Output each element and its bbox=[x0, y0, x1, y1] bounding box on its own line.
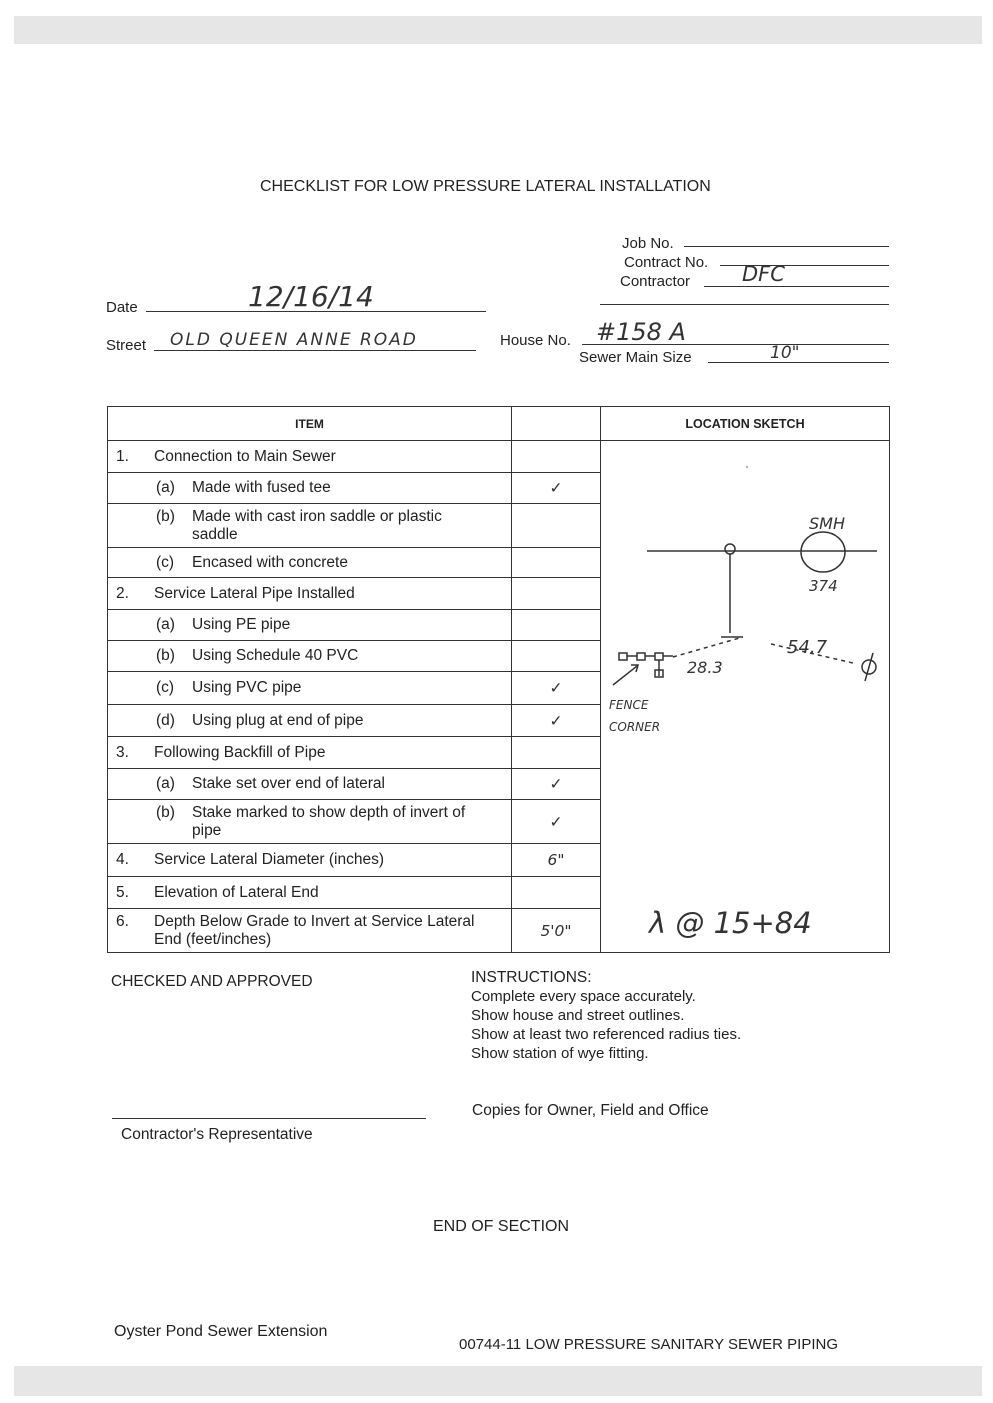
checklist-row bbox=[108, 578, 512, 610]
check-cell[interactable]: ✓ bbox=[512, 705, 601, 737]
row-text: Using plug at end of pipe bbox=[192, 711, 364, 729]
sewer-main-label: Sewer Main Size bbox=[579, 349, 692, 366]
checked-approved: CHECKED AND APPROVED bbox=[111, 973, 313, 990]
instruction-item: Show at least two referenced radius ties. bbox=[471, 1026, 742, 1043]
date-field[interactable]: 12/16/14 bbox=[248, 280, 374, 313]
manhole-circle bbox=[801, 532, 845, 572]
row-sub: (a) bbox=[156, 616, 175, 633]
check-cell[interactable] bbox=[512, 877, 601, 909]
row-text: Made with fused tee bbox=[192, 479, 331, 496]
row-text: Using Schedule 40 PVC bbox=[192, 647, 359, 664]
section-title: 00744-11 LOW PRESSURE SANITARY SEWER PIPING bbox=[459, 1336, 839, 1349]
job-no-label: Job No. bbox=[622, 235, 674, 252]
house-no-label: House No. bbox=[500, 332, 571, 349]
checklist-row bbox=[108, 672, 512, 705]
contractor-line bbox=[704, 286, 889, 287]
check-header bbox=[512, 407, 601, 441]
row-number: 2. bbox=[116, 584, 129, 602]
wye-station: λ @ 15+84 bbox=[649, 906, 812, 940]
row-text: Depth Below Grade to Invert at Service Lateral End (feet/inches) bbox=[154, 912, 475, 948]
scan-top-bar bbox=[14, 16, 982, 44]
fence-post bbox=[637, 653, 645, 660]
instruction-item: Complete every space accurately. bbox=[471, 988, 696, 1005]
tie-short-label: 28.3 bbox=[687, 658, 723, 677]
rep-label: Contractor's Representative bbox=[121, 1126, 313, 1143]
row-number: 6. bbox=[116, 912, 129, 930]
check-cell[interactable] bbox=[512, 610, 601, 641]
check-cell[interactable]: ✓ bbox=[512, 672, 601, 705]
contractor-field[interactable]: DFC bbox=[742, 262, 785, 286]
row-sub: (b) bbox=[156, 803, 175, 821]
end-of-section: END OF SECTION bbox=[433, 1218, 570, 1235]
checklist-row bbox=[108, 844, 512, 877]
contractor-label: Contractor bbox=[620, 273, 691, 290]
checklist-row bbox=[108, 441, 512, 473]
check-cell[interactable] bbox=[512, 548, 601, 578]
row-text: Encased with concrete bbox=[192, 553, 348, 571]
page-title: CHECKLIST FOR LOW PRESSURE LATERAL INSTALLATION bbox=[260, 178, 711, 195]
instructions bbox=[471, 968, 741, 1063]
check-cell[interactable]: ✓ bbox=[512, 473, 601, 504]
row-text: Using PVC pipe bbox=[192, 679, 302, 696]
street-label: Street bbox=[106, 337, 147, 354]
checklist-row bbox=[108, 800, 512, 844]
fence-label-1: FENCE bbox=[609, 698, 649, 712]
fence-arrow bbox=[613, 666, 637, 685]
tie-long-label: 54.7 bbox=[787, 637, 828, 658]
copies-note: Copies for Owner, Field and Office bbox=[472, 1102, 709, 1119]
check-cell[interactable]: 5'0" bbox=[512, 909, 601, 953]
row-number: 4. bbox=[116, 851, 129, 868]
fence-post bbox=[619, 653, 627, 660]
signature-line[interactable] bbox=[112, 1118, 426, 1119]
row-text: Service Lateral Diameter (inches) bbox=[154, 851, 385, 868]
sewer-main-field[interactable]: 10" bbox=[770, 343, 800, 363]
check-cell[interactable] bbox=[512, 441, 601, 473]
row-text: Made with cast iron saddle or plastic saddle bbox=[192, 507, 442, 543]
scan-bottom-bar bbox=[14, 1366, 982, 1396]
row-sub: (b) bbox=[156, 507, 175, 525]
project-name: Oyster Pond Sewer Extension bbox=[114, 1323, 328, 1340]
smh-label: SMH bbox=[809, 514, 845, 533]
row-number: 1. bbox=[116, 447, 129, 465]
checklist-row bbox=[108, 548, 512, 578]
check-cell[interactable]: 6" bbox=[512, 844, 601, 877]
row-text: Connection to Main Sewer bbox=[154, 447, 336, 465]
row-sub: (a) bbox=[156, 775, 175, 792]
checklist-row bbox=[108, 769, 512, 800]
tee-fitting bbox=[725, 544, 735, 554]
street-field[interactable]: OLD QUEEN ANNE ROAD bbox=[170, 330, 418, 350]
tie-line-short bbox=[673, 637, 743, 657]
fence-post bbox=[655, 653, 663, 660]
checklist-row bbox=[108, 641, 512, 672]
header-extra-line bbox=[600, 304, 889, 305]
row-number: 5. bbox=[116, 883, 129, 901]
item-header: ITEM bbox=[108, 407, 512, 441]
row-text: Elevation of Lateral End bbox=[154, 883, 319, 901]
row-number: 3. bbox=[116, 743, 129, 761]
check-cell[interactable] bbox=[512, 504, 601, 548]
job-no-line bbox=[684, 246, 889, 247]
row-sub: (c) bbox=[156, 679, 175, 696]
checklist-row bbox=[108, 473, 512, 504]
fence-label-2: CORNER bbox=[609, 720, 661, 734]
row-sub: (a) bbox=[156, 479, 175, 496]
instruction-item: Show house and street outlines. bbox=[471, 1007, 685, 1024]
checklist-row bbox=[108, 737, 512, 769]
check-cell[interactable]: ✓ bbox=[512, 800, 601, 844]
checklist-table bbox=[107, 406, 890, 953]
check-cell[interactable] bbox=[512, 737, 601, 769]
checklist-row bbox=[108, 504, 512, 548]
location-sketch bbox=[601, 441, 890, 953]
sketch-header: LOCATION SKETCH bbox=[601, 407, 890, 441]
instruction-item: Show station of wye fitting. bbox=[471, 1045, 649, 1062]
check-cell[interactable] bbox=[512, 578, 601, 610]
checklist-row bbox=[108, 877, 512, 909]
house-no-field[interactable]: #158 A bbox=[596, 318, 686, 346]
row-text: Service Lateral Pipe Installed bbox=[154, 584, 355, 602]
row-text: Stake marked to show depth of invert of pipe bbox=[192, 803, 466, 839]
checklist-row bbox=[108, 610, 512, 641]
contract-no-label: Contract No. bbox=[624, 254, 709, 271]
row-sub: (d) bbox=[156, 711, 175, 729]
smh-station: 374 bbox=[809, 577, 838, 595]
street-line bbox=[154, 350, 476, 351]
row-sub: (c) bbox=[156, 553, 175, 571]
row-text: Using PE pipe bbox=[192, 616, 291, 633]
checklist-row bbox=[108, 705, 512, 737]
check-cell[interactable]: ✓ bbox=[512, 769, 601, 800]
row-text: Stake set over end of lateral bbox=[192, 775, 386, 792]
checklist-row bbox=[108, 909, 512, 953]
row-text: Following Backfill of Pipe bbox=[154, 743, 326, 761]
date-label: Date bbox=[106, 299, 138, 316]
check-cell[interactable] bbox=[512, 641, 601, 672]
row-sub: (b) bbox=[156, 647, 175, 664]
instructions-title: INSTRUCTIONS: bbox=[471, 969, 592, 986]
sketch-drawing bbox=[601, 441, 889, 947]
